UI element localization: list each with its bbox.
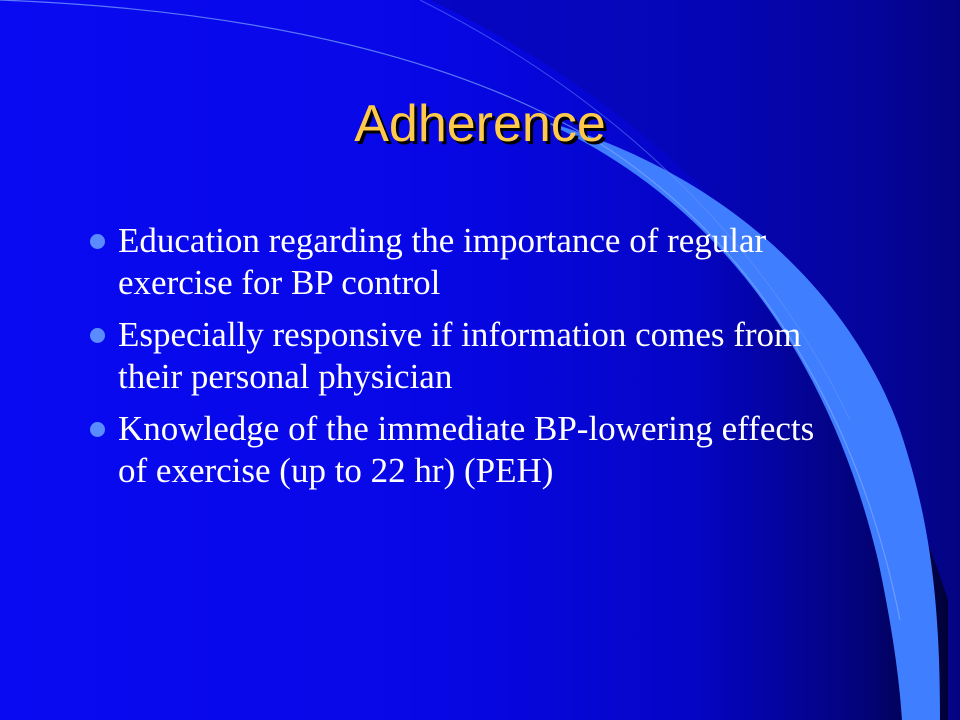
bullet-dot-icon	[90, 422, 105, 437]
bullet-item	[90, 314, 830, 398]
bullet-dot-icon	[90, 234, 105, 249]
bullet-text: Especially responsive if information comes from their personal physician	[118, 315, 802, 396]
bullet-item	[90, 408, 830, 492]
bullet-item	[90, 220, 830, 304]
slide-title: Adherence	[354, 95, 606, 153]
bullet-text: Education regarding the importance of regular exercise for BP control	[118, 221, 767, 302]
bullet-list	[90, 220, 830, 502]
bullet-text: Knowledge of the immediate BP-lowering effects of exercise (up to 22 hr) (PEH)	[118, 409, 815, 490]
bullet-dot-icon	[90, 328, 105, 343]
